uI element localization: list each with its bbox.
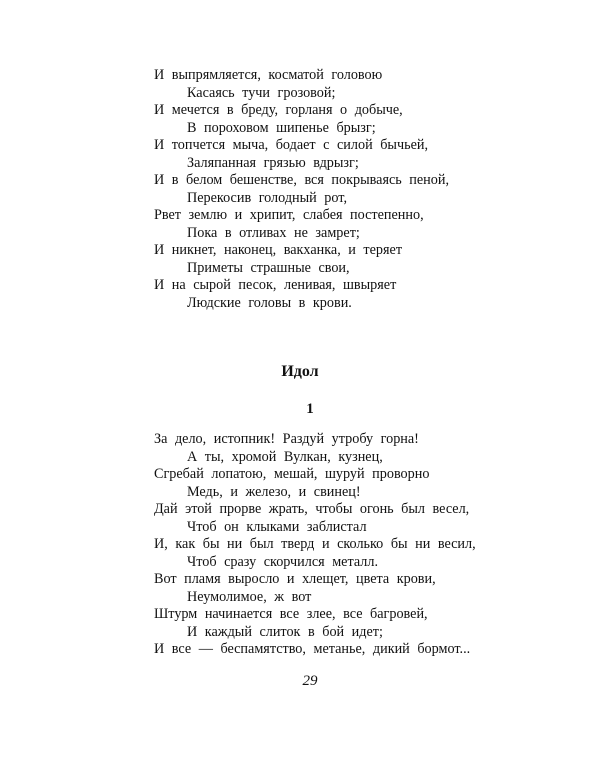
poem-line: Рвет землю и хрипит, слабея постепенно,	[154, 207, 424, 223]
page-number: 29	[302, 673, 318, 689]
poem-line: И каждый слиток в бой идет;	[187, 623, 383, 640]
poem-line: Медь, и железо, и свинец!	[187, 483, 361, 500]
poem-line: Чтоб сразу скорчился металл.	[187, 553, 378, 570]
poem-line: Неумолимое, ж вот	[187, 588, 312, 605]
poem-line: Заляпанная грязью вдрызг;	[187, 154, 359, 171]
poem-fragment-stanza	[154, 67, 494, 312]
poem-line: Чтоб он клыками заблистал	[187, 518, 367, 535]
poem-line: Дай этой прорве жрать, чтобы огонь был весел,	[154, 501, 470, 517]
poem-line: За дело, истопник! Раздуй утробу горна!	[154, 431, 419, 447]
poem-line: И топчется мыча, бодает с силой бычьей,	[154, 137, 429, 153]
poem-line: Вот пламя выросло и хлещет, цвета крови,	[154, 571, 436, 587]
poem-line: И никнет, наконец, вакханка, и теряет	[154, 242, 403, 258]
poem-line: И, как бы ни был тверд и сколько бы ни весил,	[154, 536, 476, 552]
section-number: 1	[306, 401, 314, 417]
poem-line: А ты, хромой Вулкан, кузнец,	[187, 448, 383, 465]
poem-line: Приметы страшные свои,	[187, 259, 350, 276]
poem-line: Пока в отливах не замрет;	[187, 224, 360, 241]
idol-poem-stanza	[154, 431, 494, 659]
poem-line: И выпрямляется, косматой головою	[154, 67, 383, 83]
poem-line: И в белом бешенстве, вся покрываясь пеной,	[154, 172, 449, 188]
poem-line: Людские головы в крови.	[187, 294, 352, 311]
poem-line: И мечется в бреду, горланя о добыче,	[154, 102, 403, 118]
poem-title: Идол	[281, 363, 319, 380]
poem-line: И на сырой песок, ленивая, швыряет	[154, 277, 397, 293]
poem-line: И все — беспамятство, метанье, дикий бормот...	[154, 641, 471, 657]
poem-line: Штурм начинается все злее, все багровей,	[154, 606, 428, 622]
poem-line: В пороховом шипенье брызг;	[187, 119, 376, 136]
poem-line: Касаясь тучи грозовой;	[187, 84, 336, 101]
poem-line: Сгребай лопатою, мешай, шуруй проворно	[154, 466, 430, 482]
poem-line: Перекосив голодный рот,	[187, 189, 347, 206]
